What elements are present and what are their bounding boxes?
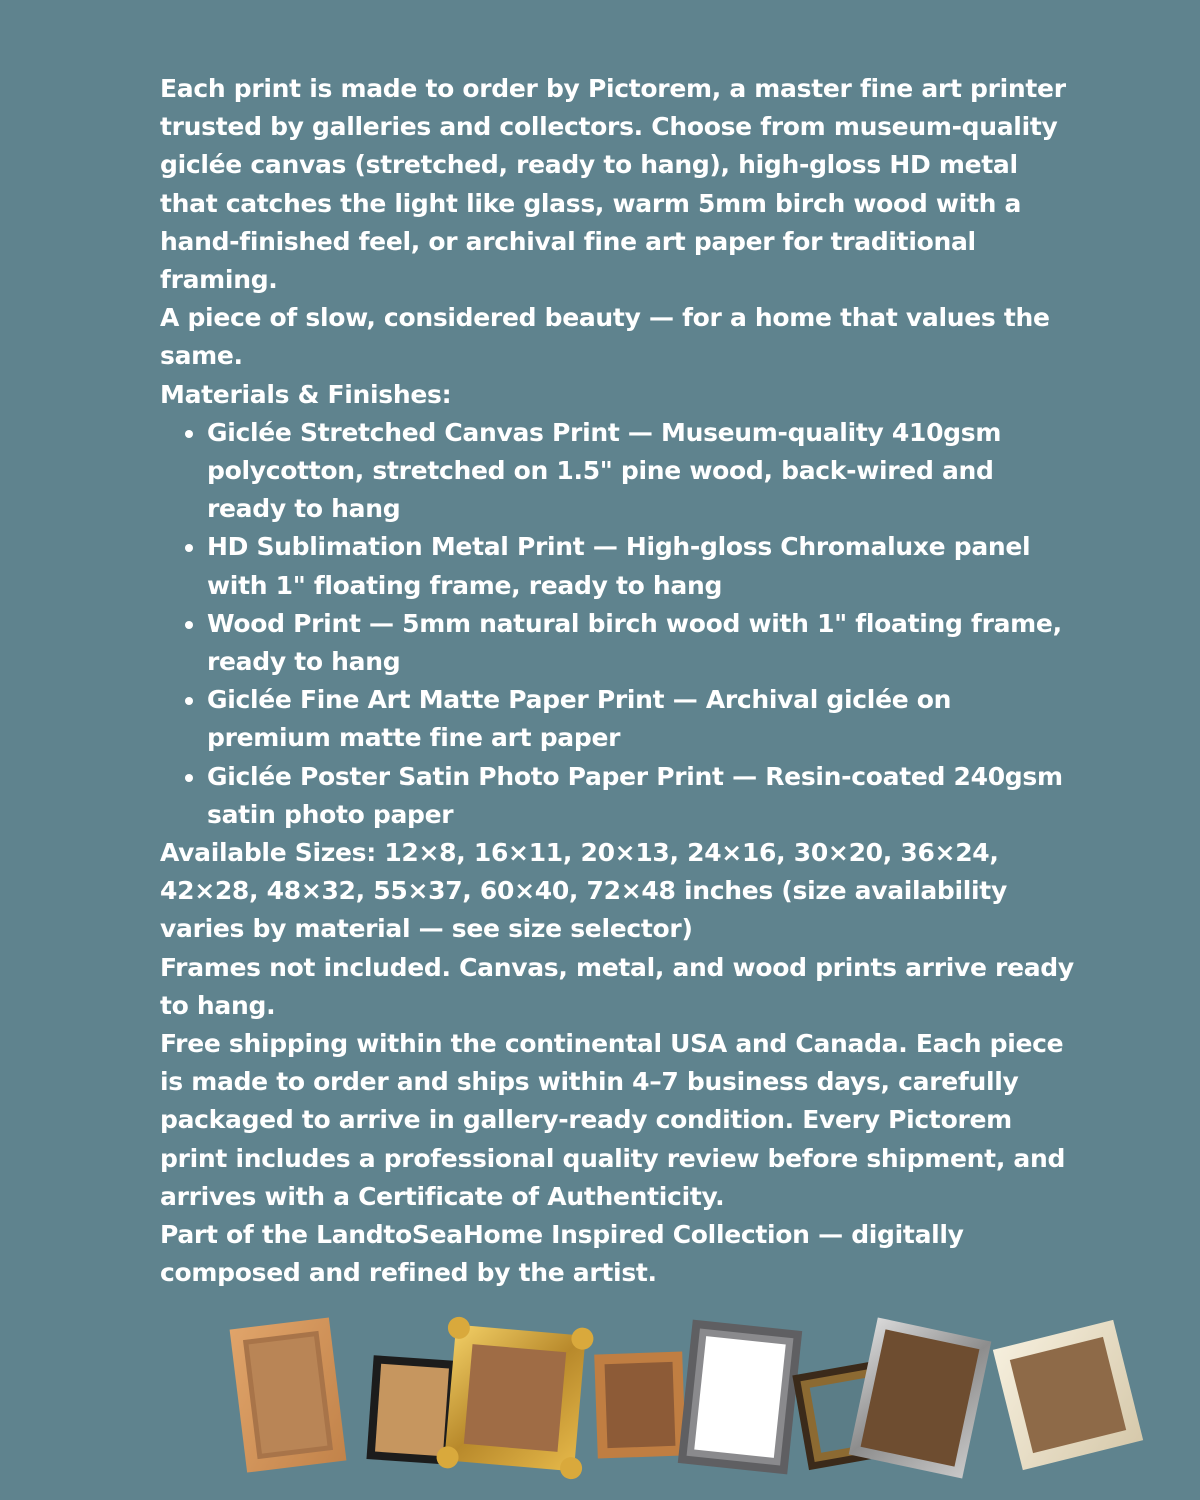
tagline-paragraph: A piece of slow, considered beauty — for a home that values the same. <box>160 303 1050 371</box>
oak-frame-icon <box>230 1317 347 1472</box>
wood-frame-icon <box>594 1351 686 1458</box>
intro-paragraph: Each print is made to order by Pictorem, a master fine art printer trusted by galleries and collectors. Choose from museum-quality giclée canvas (stretched, ready to hang), high-gloss HD metal that catches the light like glass, warm 5mm birch wood with a hand-finished feel, or archival fine art paper for traditional framing. <box>160 74 1066 295</box>
shipping-paragraph: Free shipping within the continental USA and Canada. Each piece is made to order and ships within 4–7 business days, carefully packaged to arrive in gallery-ready condition. Every Pictorem print includes a professional quality review before shipment, and arrives with a Certificate of Authenticity. <box>160 1029 1066 1211</box>
materials-heading: Materials & Finishes: <box>160 379 452 409</box>
list-item: • Wood Print — 5mm natural birch wood with 1" floating frame, ready to hang <box>207 605 1080 681</box>
cream-frame-icon <box>993 1320 1143 1470</box>
list-item: • HD Sublimation Metal Print — High-gloss Chromaluxe panel with 1" floating frame, ready to hang <box>207 528 1080 604</box>
grey-frame-icon <box>678 1320 802 1475</box>
frames-illustration <box>0 1300 1200 1500</box>
silver-frame-icon <box>849 1317 992 1478</box>
collection-paragraph: Part of the LandtoSeaHome Inspired Collection — digitally composed and refined by the artist. <box>160 1220 964 1288</box>
materials-list <box>160 414 1080 834</box>
gold-ornate-frame-icon <box>436 1316 595 1480</box>
list-item: • Giclée Stretched Canvas Print — Museum-quality 410gsm polycotton, stretched on 1.5" pine wood, back-wired and ready to hang <box>207 414 1080 529</box>
frames-note-paragraph: Frames not included. Canvas, metal, and wood prints arrive ready to hang. <box>160 952 1074 1020</box>
sizes-paragraph: Available Sizes: 12×8, 16×11, 20×13, 24×16, 30×20, 36×24, 42×28, 48×32, 55×37, 60×40, 72×48 inches (size availability varies by material — see size selector) <box>160 838 1007 944</box>
list-item: • Giclée Fine Art Matte Paper Print — Archival giclée on premium matte fine art paper <box>207 681 1080 757</box>
description-text <box>160 70 1080 1293</box>
list-item: • Giclée Poster Satin Photo Paper Print — Resin-coated 240gsm satin photo paper <box>207 758 1080 834</box>
